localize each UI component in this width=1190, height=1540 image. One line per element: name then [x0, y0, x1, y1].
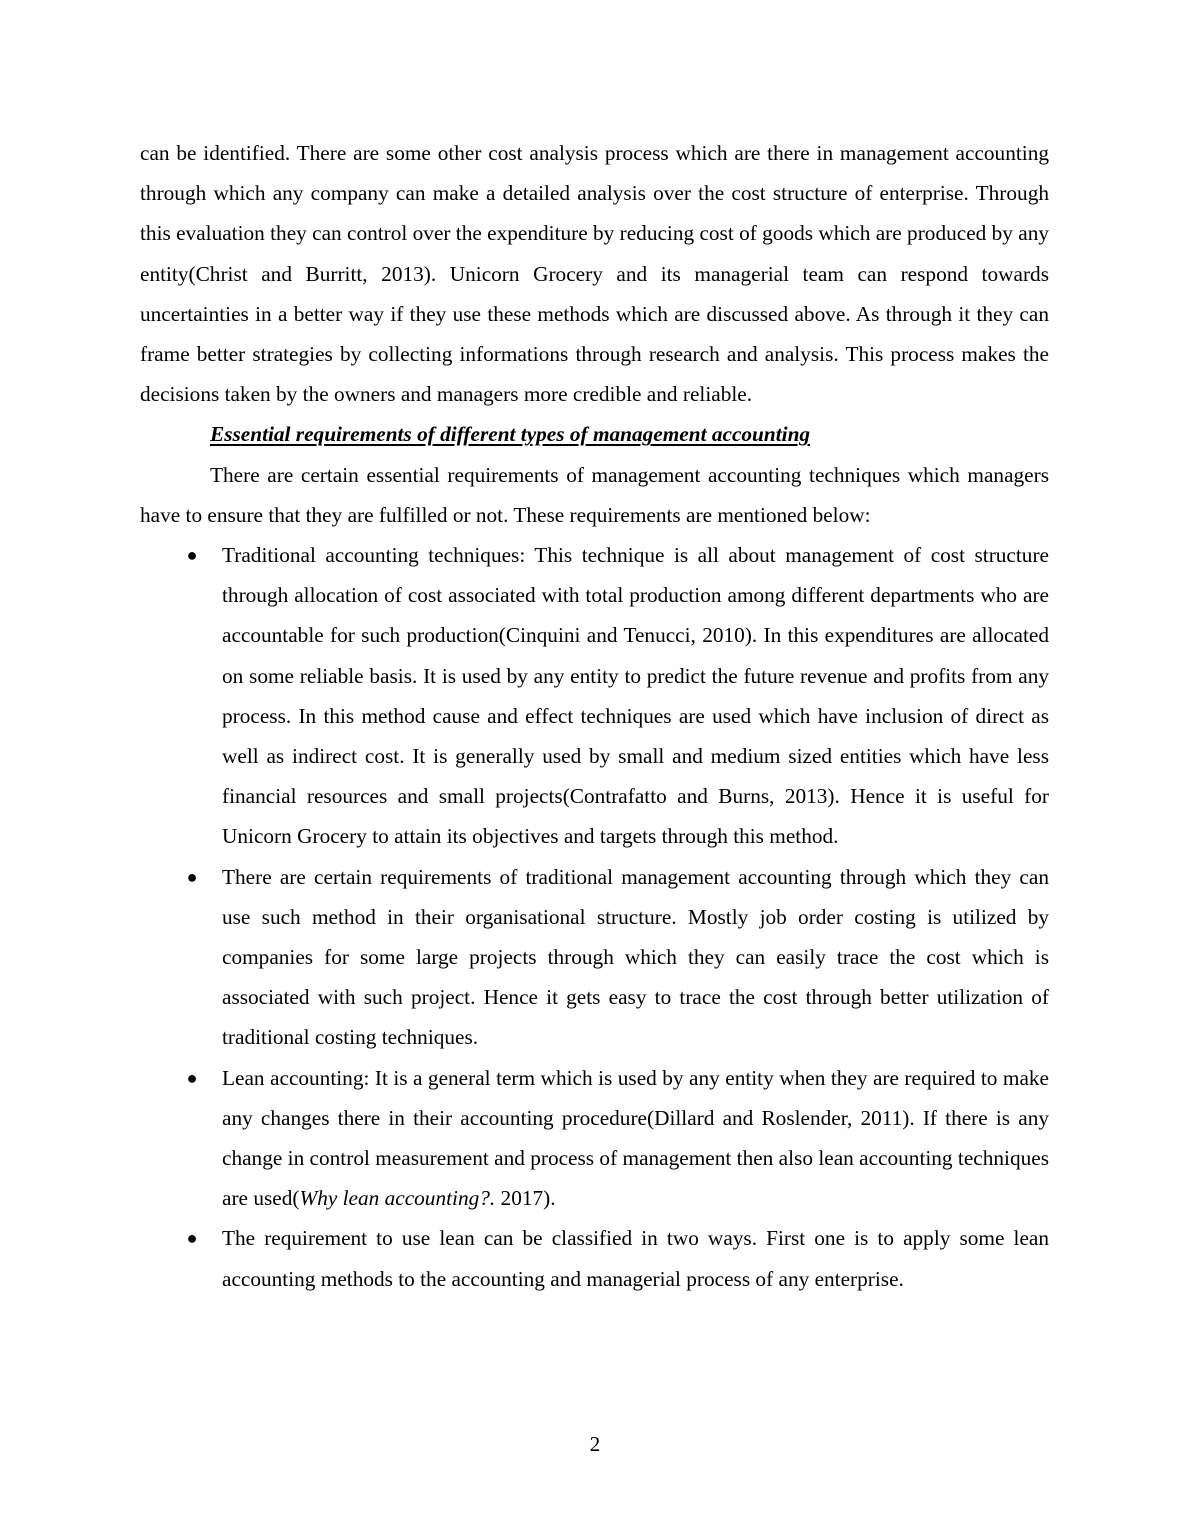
list-item	[140, 535, 1049, 857]
list-item-text: There are certain requirements of traditional management accounting through which they can use such method in their organisational structure. Mostly job order costing is utilized by companies for some large projects through which they can easily trace the cost which is associated with such project. Hence it gets easy to trace the cost through better utilization of traditional costing techniques.	[222, 864, 1049, 1050]
list-item	[140, 1218, 1049, 1298]
page-number: 2	[589, 1432, 601, 1456]
list-item	[140, 857, 1049, 1058]
list-item	[140, 1058, 1049, 1219]
citation-italic-title: Why lean accounting?.	[299, 1186, 496, 1211]
bullet-icon: ●	[186, 545, 198, 566]
list-item-text: Traditional accounting techniques: This technique is all about management of cost structure through allocation of cost associated with total production among different departments who are accountable for such production(Cinquini and Tenucci, 2010). In this expenditures are allocated on some reliable basis. It is used by any entity to predict the future revenue and profits from any process. In this method cause and effect techniques are used which have inclusion of direct as well as indirect cost. It is generally used by small and medium sized entities which have less financial resources and small projects(Contrafatto and Burns, 2013). Hence it is useful for Unicorn Grocery to attain its objectives and targets through this method.	[222, 543, 1049, 849]
bullet-icon: ●	[186, 1067, 198, 1088]
list-item-text	[222, 1066, 1049, 1211]
bullet-icon: ●	[186, 866, 198, 887]
bullet-icon: ●	[186, 1228, 198, 1249]
requirements-list	[140, 535, 1049, 1299]
section-heading: Essential requirements of different types of management accounting	[210, 422, 811, 447]
intro-paragraph: There are certain essential requirements of management accounting techniques which managers have to ensure that they are fulfilled or not. These requirements are mentioned below:	[140, 462, 1049, 527]
list-item-text-before: Lean accounting: It is a general term which is used by any entity when they are required to make any changes there in their accounting procedure(Dillard and Roslender, 2011). If there is any change in control measurement and process of management then also lean accounting techniques are used(	[222, 1065, 1049, 1211]
list-item-text: The requirement to use lean can be classified in two ways. First one is to apply some lean accounting methods to the accounting and managerial process of any enterprise.	[222, 1226, 1049, 1291]
opening-paragraph: can be identified. There are some other cost analysis process which are there in management accounting through which any company can make a detailed analysis over the cost structure of enterprise. Through this evaluation they can control over the expenditure by reducing cost of goods which are produced by any entity(Christ and Burritt, 2013). Unicorn Grocery and its managerial team can respond towards uncertainties in a better way if they use these methods which are discussed above. As through it they can frame better strategies by collecting informations through research and analysis. This process makes the decisions taken by the owners and managers more credible and reliable.	[140, 141, 1049, 407]
page-content	[140, 133, 1049, 1299]
list-item-text-after: 2017).	[495, 1186, 556, 1211]
